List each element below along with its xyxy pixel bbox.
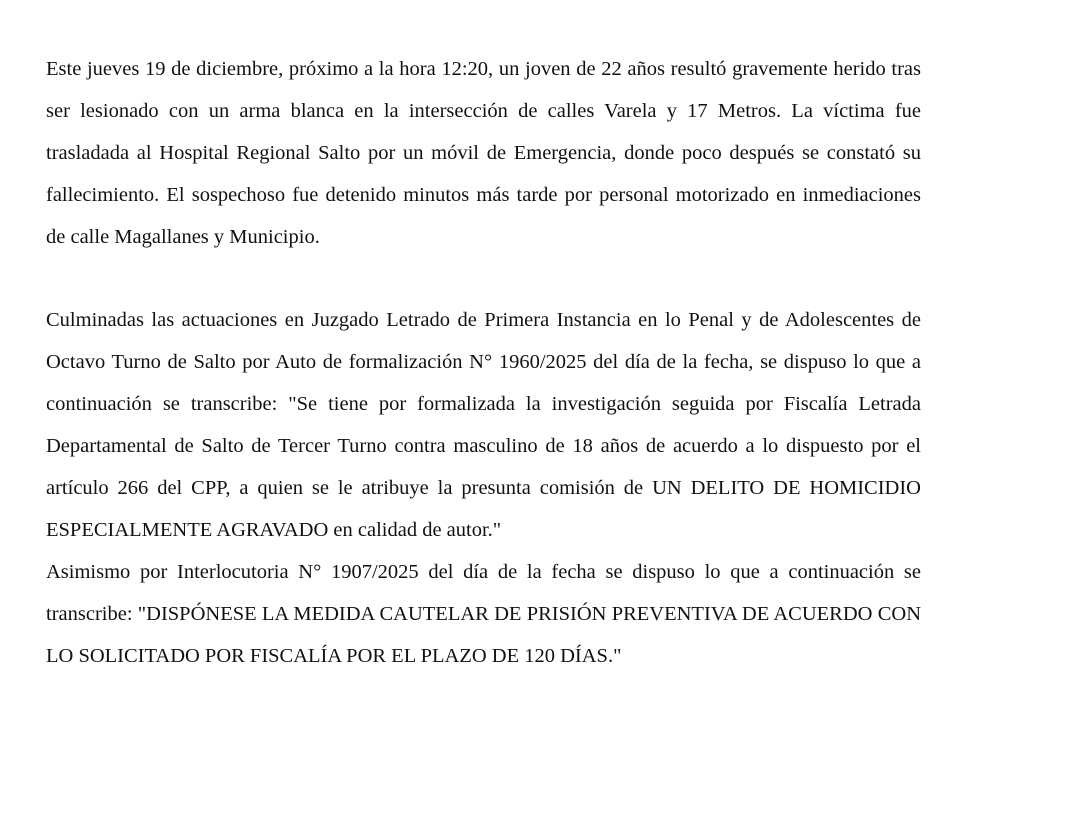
paragraph-preventive-custody: Asimismo por Interlocutoria N° 1907/2025 del día de la fecha se dispuso lo que a continuación se transcribe: "DISPÓNESE LA MEDIDA CAUTELAR DE PRISIÓN PREVENTIVA DE ACUERDO CON LO SOLICITADO POR FISCALÍA POR EL PLAZO DE 120 DÍAS." — [46, 560, 921, 667]
paragraph-formalization: Culminadas las actuaciones en Juzgado Letrado de Primera Instancia en lo Penal y de Adolescentes de Octavo Turno de Salto por Auto de formalización N° 1960/2025 del día de la fecha, se dispuso lo que a continuación se transcribe: "Se tiene por formalizada la investigación seguida por Fiscalía Letrada Departamental de Salto de Tercer Turno contra masculino de 18 años de acuerdo a lo dispuesto por el artículo 266 del CPP, a quien se le atribuye la presunta comisión de UN DELITO DE HOMICIDIO ESPECIALMENTE AGRAVADO en calidad de autor." — [46, 309, 921, 541]
document-body — [46, 49, 921, 678]
paragraph-incident: Este jueves 19 de diciembre, próximo a la hora 12:20, un joven de 22 años resultó gravemente herido tras ser lesionado con un arma blanca en la intersección de calles Varela y 17 Metros. La víctima fue trasladada al Hospital Regional Salto por un móvil de Emergencia, donde poco después se constató su fallecimiento. El sospechoso fue detenido minutos más tarde por personal motorizado en inmediaciones de calle Magallanes y Municipio. — [46, 58, 921, 248]
paragraph-spacer — [46, 259, 921, 301]
